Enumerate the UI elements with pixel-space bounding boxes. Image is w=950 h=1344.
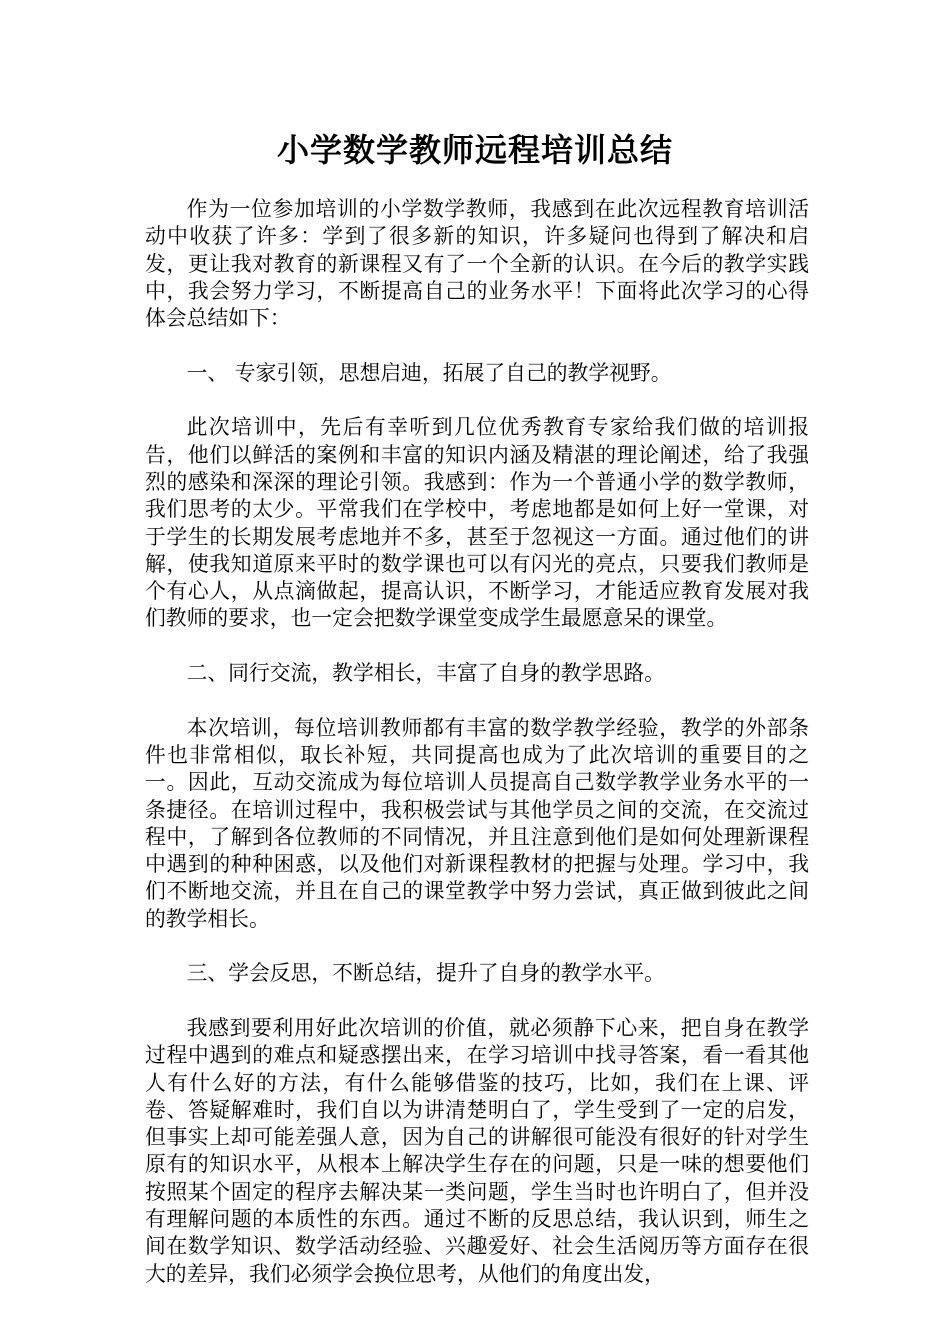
section-heading-2: 二、同行交流，教学相长，丰富了自身的教学思路。 (186, 661, 665, 686)
section-heading-3: 三、学会反思，不断总结，提升了自身的教学水平。 (186, 961, 665, 986)
paragraph-section-1: 此次培训中，先后有幸听到几位优秀教育专家给我们做的培训报告，他们以鲜活的案例和丰富的知识内涵及精湛的理论阐述，给了我强烈的感染和深深的理论引领。我感到：作为一个普通小学的数学教师，我们思考的太少。平常我们在学校中，考虑地都是如何上好一堂课，对于学生的长期发展考虑地并不多，甚至于忽视这一方面。通过他们的讲解，使我知道原来平时的数学课也可以有闪光的亮点，只要我们教师是个有心人，从点滴做起，提高认识，不断学习，才能适应教育发展对我们教师的要求，也一定会把数学课堂变成学生最愿意呆的课堂。 (145, 415, 809, 631)
section-heading-1: 一、 专家引领，思想启迪，拓展了自己的教学视野。 (186, 360, 672, 385)
document-body (145, 196, 809, 1288)
document-title: 小学数学教师远程培训总结 (276, 131, 673, 169)
paragraph-section-3: 我感到要利用好此次培训的价值，就必须静下心来，把自身在教学过程中遇到的难点和疑惑摆出来，在学习培训中找寻答案，看一看其他人有什么好的方法，有什么能够借鉴的技巧，比如，我们在上课、评卷、答疑解难时，我们自以为讲清楚明白了，学生受到了一定的启发，但事实上却可能差强人意，因为自己的讲解很可能没有很好的针对学生原有的知识水平，从根本上解决学生存在的问题，只是一味的想要他们按照某个固定的程序去解决某一类问题，学生当时也许明白了，但并没有理解问题的本质性的东西。通过不断的反思总结，我认识到，师生之间在数学知识、数学活动经验、兴趣爱好、社会生活阅历等方面存在很大的差异，我们必须学会换位思考，从他们的角度出发， (145, 1015, 809, 1286)
paragraph-section-2: 本次培训，每位培训教师都有丰富的数学教学经验，教学的外部条件也非常相似，取长补短，共同提高也成为了此次培训的重要目的之一。因此，互动交流成为每位培训人员提高自己数学教学业务水平的一条捷径。在培训过程中，我积极尝试与其他学员之间的交流，在交流过程中，了解到各位教师的不同情况，并且注意到他们是如何处理新课程中遇到的种种困惑，以及他们对新课程教材的把握与处理。学习中，我们不断地交流，并且在自己的课堂教学中努力尝试，真正做到彼此之间的教学相长。 (145, 715, 809, 931)
paragraph-intro: 作为一位参加培训的小学数学教师，我感到在此次远程教育培训活动中收获了许多：学到了很多新的知识，许多疑问也得到了解决和启发，更让我对教育的新课程又有了一个全新的认识。在今后的教学实践中，我会努力学习，不断提高自己的业务水平！下面将此次学习的心得体会总结如下： (145, 197, 809, 331)
